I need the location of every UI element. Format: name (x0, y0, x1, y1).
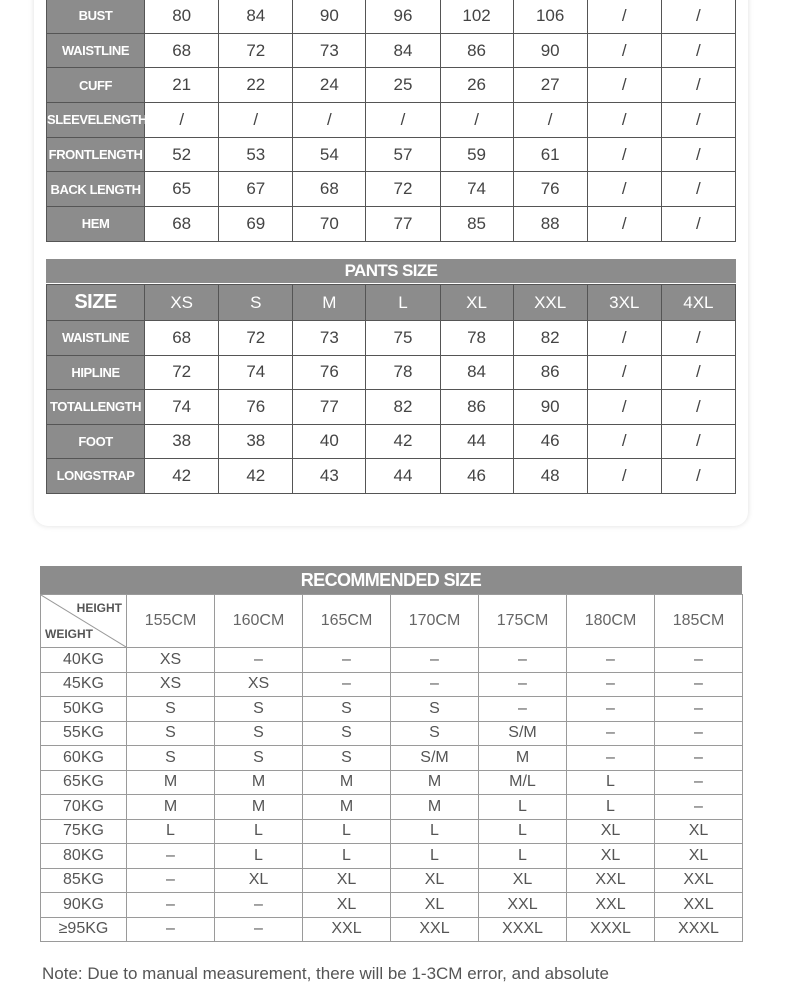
recommended-cell: – (655, 648, 743, 673)
pants-table-cell: 72 (145, 355, 219, 390)
recommended-cell: XXXL (655, 917, 743, 942)
recommended-cell: M (303, 795, 391, 820)
recommended-cell: S (215, 697, 303, 722)
recommended-cell: – (479, 672, 567, 697)
recommended-cell: S/M (479, 721, 567, 746)
recommended-cell: S (127, 721, 215, 746)
top-table-cell: / (661, 33, 735, 68)
top-table-cell: / (661, 207, 735, 242)
recommended-cell: – (127, 868, 215, 893)
recommended-cell: S (127, 746, 215, 771)
top-table-cell: 59 (440, 137, 513, 172)
recommended-cell: XL (655, 844, 743, 869)
size-column-header: 4XL (661, 285, 735, 321)
top-table-row-label: BUST (47, 0, 145, 33)
top-table-cell: 68 (293, 172, 366, 207)
height-label: HEIGHT (76, 601, 122, 615)
height-column-header: 165CM (303, 595, 391, 648)
top-table-cell: 72 (366, 172, 440, 207)
height-column-header: 185CM (655, 595, 743, 648)
pants-table-cell: 72 (219, 321, 293, 356)
pants-table-cell: / (587, 424, 661, 459)
recommended-row (41, 844, 743, 869)
pants-table-cell: 44 (440, 424, 513, 459)
top-table-cell: 84 (366, 33, 440, 68)
size-column-header: XS (145, 285, 219, 321)
recommended-cell: L (215, 844, 303, 869)
top-table-cell: 53 (219, 137, 293, 172)
measurement-note: Note: Due to manual measurement, there will be 1-3CM error, and absolute (42, 964, 609, 983)
top-table-cell: / (661, 172, 735, 207)
pants-table-cell: 75 (366, 321, 440, 356)
top-table-cell: / (587, 103, 661, 138)
top-table-row (47, 172, 736, 207)
recommended-cell: S (127, 697, 215, 722)
size-column-header: S (219, 285, 293, 321)
recommended-cell: M (303, 770, 391, 795)
recommended-row (41, 648, 743, 673)
pants-table-cell: 43 (293, 459, 366, 494)
top-table-cell: 86 (440, 33, 513, 68)
weight-row-label: ≥95KG (41, 917, 127, 942)
pants-table-cell: 74 (145, 390, 219, 425)
pants-table-cell: 86 (513, 355, 587, 390)
recommended-cell: – (479, 648, 567, 673)
top-table-row-label: FRONTLENGTH (47, 137, 145, 172)
pants-table-cell: / (661, 355, 735, 390)
recommended-row (41, 697, 743, 722)
top-table-cell: / (366, 103, 440, 138)
recommended-cell: XXL (479, 893, 567, 918)
recommended-cell: XL (303, 893, 391, 918)
top-table-row (47, 0, 736, 33)
weight-row-label: 70KG (41, 795, 127, 820)
pants-table-cell: 76 (293, 355, 366, 390)
pants-table-row (47, 355, 736, 390)
size-column-header: L (366, 285, 440, 321)
pants-table-cell: 42 (366, 424, 440, 459)
pants-table-row-label: FOOT (47, 424, 145, 459)
pants-table-cell: 74 (219, 355, 293, 390)
recommended-row (41, 672, 743, 697)
top-table-cell: 26 (440, 68, 513, 103)
weight-row-label: 40KG (41, 648, 127, 673)
recommended-cell: – (567, 697, 655, 722)
top-table-cell: / (661, 0, 735, 33)
recommended-cell: XXL (655, 893, 743, 918)
recommended-cell: XL (391, 868, 479, 893)
height-column-header: 170CM (391, 595, 479, 648)
recommended-size-table (40, 594, 743, 942)
recommended-cell: – (391, 648, 479, 673)
top-table-cell: 72 (219, 33, 293, 68)
recommended-row (41, 770, 743, 795)
recommended-cell: XL (303, 868, 391, 893)
pants-table-cell: 82 (513, 321, 587, 356)
pants-table-cell: 78 (440, 321, 513, 356)
recommended-cell: M (391, 770, 479, 795)
recommended-cell: L (303, 819, 391, 844)
pants-table-cell: / (587, 390, 661, 425)
pants-table-cell: / (587, 459, 661, 494)
pants-table-cell: / (587, 321, 661, 356)
top-table-cell: 69 (219, 207, 293, 242)
weight-row-label: 60KG (41, 746, 127, 771)
top-table-cell: 57 (366, 137, 440, 172)
top-table-cell: / (513, 103, 587, 138)
recommended-cell: M (127, 770, 215, 795)
top-table-cell: 52 (145, 137, 219, 172)
top-table-row (47, 68, 736, 103)
recommended-size-title-text: RECOMMENDED SIZE (300, 570, 482, 590)
weight-row-label: 90KG (41, 893, 127, 918)
top-table-row-label: HEM (47, 207, 145, 242)
recommended-cell: S (303, 746, 391, 771)
top-table-cell: 61 (513, 137, 587, 172)
recommended-cell: – (655, 770, 743, 795)
recommended-cell: L (567, 770, 655, 795)
recommended-cell: – (127, 844, 215, 869)
height-column-header: 180CM (567, 595, 655, 648)
top-table-cell: 68 (145, 207, 219, 242)
recommended-row (41, 721, 743, 746)
top-table-cell: 96 (366, 0, 440, 33)
recommended-cell: XL (215, 868, 303, 893)
top-table-row (47, 137, 736, 172)
pants-table-cell: 84 (440, 355, 513, 390)
top-table-cell: 24 (293, 68, 366, 103)
recommended-cell: M (391, 795, 479, 820)
recommended-cell: – (567, 648, 655, 673)
size-column-header: 3XL (587, 285, 661, 321)
pants-table-cell: 40 (293, 424, 366, 459)
top-table-row (47, 207, 736, 242)
weight-label: WEIGHT (45, 627, 93, 641)
top-table-cell: 25 (366, 68, 440, 103)
recommended-cell: L (479, 819, 567, 844)
height-column-header: 175CM (479, 595, 567, 648)
pants-table-cell: 44 (366, 459, 440, 494)
top-table-cell: / (587, 207, 661, 242)
recommended-row (41, 746, 743, 771)
recommended-cell: L (479, 844, 567, 869)
pants-table-cell: 42 (219, 459, 293, 494)
recommended-cell: XXXL (567, 917, 655, 942)
pants-table-row-label: LONGSTRAP (47, 459, 145, 494)
top-table-cell: 76 (513, 172, 587, 207)
top-table-cell: / (145, 103, 219, 138)
pants-table-cell: 90 (513, 390, 587, 425)
pants-table-cell: 38 (219, 424, 293, 459)
recommended-cell: – (567, 672, 655, 697)
top-table-cell: / (219, 103, 293, 138)
recommended-cell: XL (567, 819, 655, 844)
pants-table-cell: 73 (293, 321, 366, 356)
recommended-cell: L (127, 819, 215, 844)
top-table-cell: 65 (145, 172, 219, 207)
recommended-cell: – (127, 893, 215, 918)
recommended-cell: L (391, 844, 479, 869)
recommended-cell: – (215, 648, 303, 673)
pants-table-row-label: TOTALLENGTH (47, 390, 145, 425)
recommended-cell: – (303, 648, 391, 673)
weight-row-label: 75KG (41, 819, 127, 844)
recommended-cell: – (655, 795, 743, 820)
pants-table-cell: / (661, 424, 735, 459)
recommended-cell: XS (215, 672, 303, 697)
top-table-cell: 67 (219, 172, 293, 207)
weight-row-label: 45KG (41, 672, 127, 697)
recommended-cell: XXL (567, 893, 655, 918)
height-weight-corner (41, 595, 127, 648)
top-table-cell: 90 (513, 33, 587, 68)
top-table-row-label: SLEEVELENGTH (47, 103, 145, 138)
pants-table-cell: 42 (145, 459, 219, 494)
top-table-cell: / (440, 103, 513, 138)
weight-row-label: 50KG (41, 697, 127, 722)
recommended-cell: XXL (567, 868, 655, 893)
recommended-row (41, 795, 743, 820)
recommended-cell: XXL (303, 917, 391, 942)
recommended-cell: M/L (479, 770, 567, 795)
top-table-cell: 102 (440, 0, 513, 33)
pants-table-cell: 38 (145, 424, 219, 459)
recommended-cell: XL (655, 819, 743, 844)
top-table-cell: 70 (293, 207, 366, 242)
height-column-header: 160CM (215, 595, 303, 648)
pants-size-title (46, 259, 736, 283)
recommended-cell: XXL (655, 868, 743, 893)
recommended-cell: M (215, 795, 303, 820)
size-column-header: M (293, 285, 366, 321)
pants-table-cell: 86 (440, 390, 513, 425)
recommended-cell: S/M (391, 746, 479, 771)
top-table-cell: 73 (293, 33, 366, 68)
top-table-cell: / (587, 0, 661, 33)
top-table-cell: 68 (145, 33, 219, 68)
pants-table-cell: / (661, 390, 735, 425)
top-table-cell: / (587, 172, 661, 207)
top-table-cell: 21 (145, 68, 219, 103)
pants-table-row (47, 424, 736, 459)
top-table-cell: 84 (219, 0, 293, 33)
size-column-header: XXL (513, 285, 587, 321)
top-table-row-label: WAISTLINE (47, 33, 145, 68)
size-column-header: XL (440, 285, 513, 321)
recommended-cell: – (303, 672, 391, 697)
weight-row-label: 80KG (41, 844, 127, 869)
recommended-cell: S (215, 721, 303, 746)
recommended-cell: – (479, 697, 567, 722)
top-table-cell: 54 (293, 137, 366, 172)
top-table-cell: / (661, 137, 735, 172)
recommended-cell: S (303, 697, 391, 722)
recommended-cell: – (391, 672, 479, 697)
recommended-cell: L (567, 795, 655, 820)
recommended-cell: S (303, 721, 391, 746)
recommended-cell: – (567, 721, 655, 746)
pants-table-cell: 48 (513, 459, 587, 494)
pants-table-row (47, 321, 736, 356)
recommended-cell: S (391, 721, 479, 746)
top-table-row (47, 33, 736, 68)
pants-table-cell: 68 (145, 321, 219, 356)
top-table-row-label: BACK LENGTH (47, 172, 145, 207)
top-table-cell: 85 (440, 207, 513, 242)
pants-table-cell: 77 (293, 390, 366, 425)
top-table-cell: 22 (219, 68, 293, 103)
top-table-cell: / (661, 68, 735, 103)
pants-table-cell: / (661, 321, 735, 356)
pants-table-cell: 78 (366, 355, 440, 390)
top-table-cell: 90 (293, 0, 366, 33)
top-table-cell: 77 (366, 207, 440, 242)
top-table-cell: / (587, 33, 661, 68)
recommended-cell: XXXL (479, 917, 567, 942)
pants-table-cell: 76 (219, 390, 293, 425)
recommended-row (41, 868, 743, 893)
recommended-size-title (40, 566, 742, 594)
top-table-cell: / (293, 103, 366, 138)
pants-table-cell: 46 (440, 459, 513, 494)
top-table-cell: / (587, 137, 661, 172)
pants-size-table (46, 284, 736, 494)
recommended-cell: L (391, 819, 479, 844)
top-table-cell: 88 (513, 207, 587, 242)
recommended-cell: S (391, 697, 479, 722)
recommended-cell: XS (127, 672, 215, 697)
weight-row-label: 55KG (41, 721, 127, 746)
recommended-cell: – (655, 697, 743, 722)
recommended-cell: M (127, 795, 215, 820)
recommended-cell: L (479, 795, 567, 820)
recommended-cell: XL (391, 893, 479, 918)
top-table-row (47, 103, 736, 138)
recommended-cell: M (479, 746, 567, 771)
recommended-row (41, 819, 743, 844)
recommended-cell: XL (479, 868, 567, 893)
top-table-cell: / (587, 68, 661, 103)
recommended-cell: XL (567, 844, 655, 869)
recommended-cell: – (215, 893, 303, 918)
recommended-row (41, 893, 743, 918)
top-table-cell: 74 (440, 172, 513, 207)
height-column-header: 155CM (127, 595, 215, 648)
top-table-cell: 27 (513, 68, 587, 103)
recommended-cell: – (655, 721, 743, 746)
pants-table-cell: 82 (366, 390, 440, 425)
weight-row-label: 65KG (41, 770, 127, 795)
recommended-cell: L (215, 819, 303, 844)
recommended-row (41, 917, 743, 942)
top-table-cell: 106 (513, 0, 587, 33)
recommended-cell: – (127, 917, 215, 942)
pants-size-title-text: PANTS SIZE (344, 261, 438, 280)
size-header: SIZE (47, 285, 145, 321)
recommended-cell: – (215, 917, 303, 942)
recommended-cell: XXL (391, 917, 479, 942)
recommended-cell: XS (127, 648, 215, 673)
recommended-cell: S (215, 746, 303, 771)
pants-table-cell: / (661, 459, 735, 494)
recommended-cell: – (655, 672, 743, 697)
top-table-row-label: CUFF (47, 68, 145, 103)
top-size-table (46, 0, 736, 242)
pants-table-row-label: HIPLINE (47, 355, 145, 390)
recommended-cell: L (303, 844, 391, 869)
weight-row-label: 85KG (41, 868, 127, 893)
pants-table-row-label: WAISTLINE (47, 321, 145, 356)
top-table-cell: 80 (145, 0, 219, 33)
recommended-cell: – (567, 746, 655, 771)
pants-table-row (47, 390, 736, 425)
pants-table-row (47, 459, 736, 494)
pants-table-cell: 46 (513, 424, 587, 459)
top-table-cell: / (661, 103, 735, 138)
recommended-cell: – (655, 746, 743, 771)
recommended-cell: M (215, 770, 303, 795)
pants-table-cell: / (587, 355, 661, 390)
